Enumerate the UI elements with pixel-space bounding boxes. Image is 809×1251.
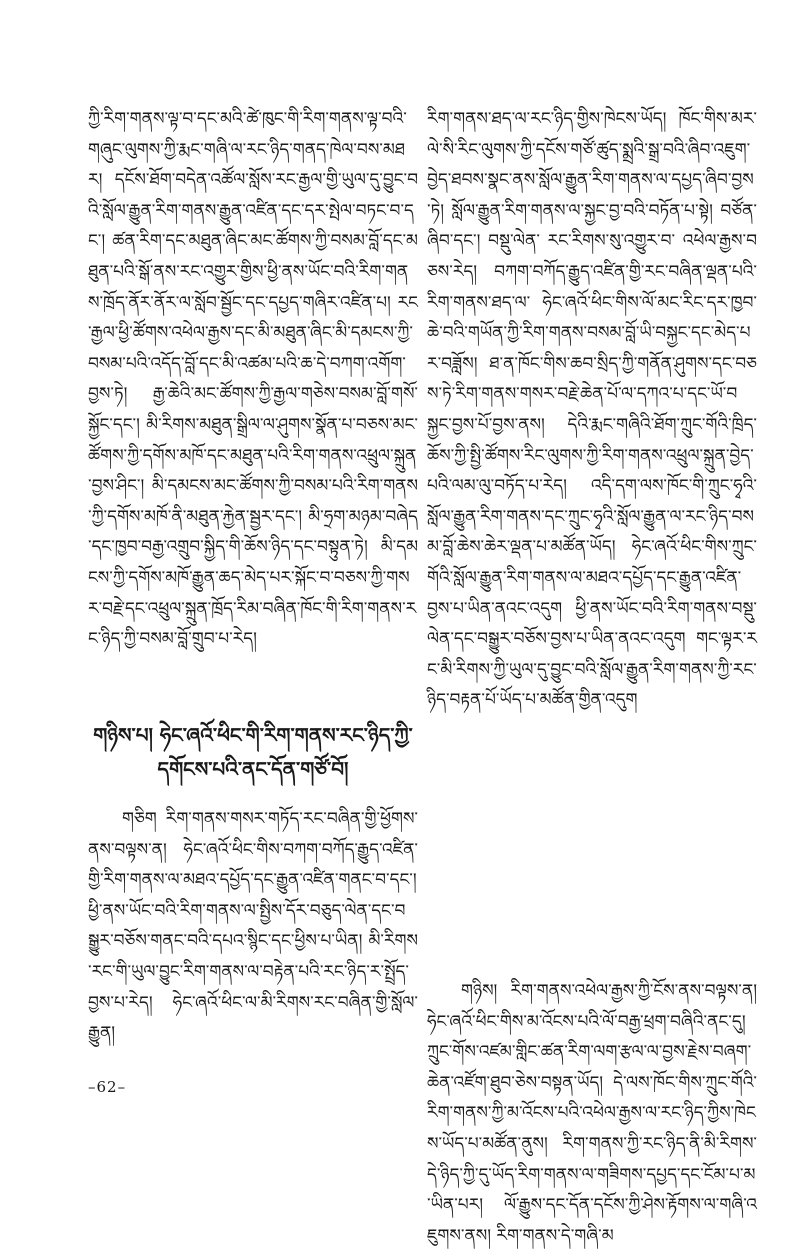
body-paragraph: རིག་གནས་ཐད་ལ་རང་ཉིད་གྱིས་ཁེངས་ཡོད། ཁོང་གིས་མར་ལེ་སི་རིང་ལུགས་ཀྱི་དངོས་གཙོ་ཚུད་སྨྲའི་སྒྲ་བའི་ཞིབ་འཇུག་བྱེད་ཐབས་སྣང་ནས་སློལ་རྒྱུན་རིག་གནས་ལ་དཔྱད་ཞིབ་བྱས་ཏེ། སློལ་རྒྱུན་རིག་གནས་ལ་སྐྱང་བྱ་བའི་བཏོན་པ་སྟེ། བཙོན་ཞིབ་དང་། བསྡུ་ལེན་ རང་རིགས་སུ་འགྱུར་བ་ འཕེལ་རྒྱས་བཅས་རེད། བཀག་བཀོད་རྒྱུད་འཛིན་གྱི་རང་བཞིན་ལྡན་པའི་རིག་གནས་ཐད་ལ་ ཧེང་ཞའོ་ཕིང་གིས་ལོ་མང་རིང་དར་ཁྱབ་ཆེ་བའི་གཡོན་ཀྱི་རིག་གནས་བསམ་བློ་ཡི་བསྐྱང་དང་མེད་པར་བཟློས། ཐ་ན་ཁོང་གིས་ཆབ་སྲིད་ཀྱི་གནོན་ཤུགས་དང་བཅས་ཏེ་རིག་གནས་གསར་བརྗེ་ཆེན་པོ་ལ་དཀའ་པ་དང་ཡོ་བསྐྱང་བྱས་པོ་བྱས་ནས། དེའི་རྨང་གཞིའི་ཐོག་ཀྲུང་གོའི་ཁྲིད་ཆོས་ཀྱི་སྤྱི་ཚོགས་རིང་ལུགས་ཀྱི་རིག་གནས་འཕྲུལ་སྐྲུན་བྱེད་པའི་ལམ་ལུ་བཏོད་པ་རེད། འདི་དག་ལས་ཁོང་གི་ཀྲུང་ཧྭའི་སློལ་རྒྱུན་རིག་གནས་དང་ཀྲུང་ཧྭའི་སློལ་རྒྱུན་ལ་རང་ཉིད་བསམ་བློ་ཆེས་ཆེར་ལྡན་པ་མཚོན་ཡོད། ཧེང་ཞའོ་ཕིང་གིས་ཀྲུང་གོའི་སློལ་རྒྱུན་རིག་གནས་ལ་མཐའ་དཔྱོད་དང་རྒྱུན་འཛིན་བྱས་པ་ཡིན་ནའང་འདུག ཕྱི་ནས་ཡོང་བའི་རིག་གནས་བསྡུ་ལེན་དང་བསྒྱུར་བཅོས་བྱས་པ་ཡིན་ནའང་འདུག གང་ལྟར་རང་མི་རིགས་ཀྱི་ཡུལ་དུ་བྱུང་བའི་སློལ་རྒྱུན་རིག་གནས་ཀྱི་རང་ཉིད་བརྟན་པོ་ཡོད་པ་མཚོན་གྱིན་འདུག — [427, 109, 757, 711]
right-column — [427, 104, 757, 1246]
section-heading: གཉིས་པ། ཧེང་ཞའོ་ཕིང་གི་རིག་གནས་རང་ཉིད་ཀྱི་དགོངས་པའི་ནང་དོན་གཙོ་བོ། — [93, 723, 413, 781]
left-column — [88, 104, 418, 1104]
body-paragraph: གཅིག རིག་གནས་གསར་གཏོད་རང་བཞིན་གྱི་ཕྱོགས་ནས་བལྟས་ན། ཧེང་ཞའོ་ཕིང་གིས་བཀག་བཀོད་རྒྱུད་འཛིན་གྱི་རིག་གནས་ལ་མཐའ་དཔྱོད་དང་རྒྱུན་འཛིན་གནང་བ་དང་། ཕྱི་ནས་ཡོང་བའི་རིག་གནས་ལ་སྤྱིས་དོར་བཅུད་ལེན་དང་བསྒྱུར་བཅོས་གནང་བའི་དཔའ་སྙིང་དང་ཕྱིས་པ་ཡིན། མི་རིགས་རང་གི་ཡུལ་བྱུང་རིག་གནས་ལ་བརྟེན་པའི་རང་ཉིད་ར་སྤྲོད་བྱས་པ་རེད། ཧེང་ཞའོ་ཕིང་ལ་མི་རིགས་རང་བཞིན་གྱི་སློལ་རྒྱུན། — [88, 809, 418, 1044]
body-paragraph: གཉིས། རིག་གནས་འཕེལ་རྒྱས་ཀྱི་ངོས་ནས་བལྟས་ན། ཧེང་ཞའོ་ཕིང་གིས་མ་འོངས་པའི་ལོ་བརྒྱ་ཕྲག་བཞིའི་ནང་དུ། ཀྲུང་གོས་འཛམ་གླིང་ཚན་རིག་ལག་རྩལ་ལ་བྱས་རྗེས་བཞག་ཆེན་འཛོག་ཐུབ་ཅེས་བསྟན་ཡོད། དེ་ལས་ཁོང་གིས་ཀྲུང་གོའི་རིག་གནས་ཀྱི་མ་འོངས་པའི་འཕེལ་རྒྱས་ལ་རང་ཉིད་ཀྱིས་ཁེངས་ཡོད་པ་མཚོན་ནུས། རིག་གནས་ཀྱི་རང་ཉིད་ནི་མི་རིགས་དེ་ཉིད་ཀྱི་དུ་ཡོད་རིག་གནས་ལ་གཟིགས་དཔྱད་དང་ངོམ་པ་མ་ཡིན་པར། ལོ་རྒྱུས་དང་དོན་དངོས་ཀྱི་ཤེས་རྟོགས་ལ་གཞི་འཇུགས་ནས། རིག་གནས་དེ་གཞི་མ — [427, 981, 757, 1246]
body-paragraph: ཀྱི་རིག་གནས་ལྟ་བ་དང་མའི་ཚེ་ཁུང་གི་རིག་གནས་ལྟ་བའི་གཞུང་ལུགས་ཀྱི་རྨང་གཞི་ལ་རང་ཉིད་གནད་ཁེལ་བས་མཐར། དངོས་ཐོག་བདེན་འཚོལ་སློས་རང་རྒྱལ་གྱི་ཡུལ་དུ་བྱུང་བའི་སློལ་རྒྱུན་རིག་གནས་རྒྱུན་འཛིན་དང་དར་སྤེལ་བཏང་བ་དང་། ཚན་རིག་དང་མཐུན་ཞིང་མང་ཚོགས་ཀྱི་བསམ་བློ་དང་མཐུན་པའི་སྒོ་ནས་རང་འགྱུར་གྱིས་ཕྱི་ནས་ཡོང་བའི་རིག་གནས་ཁྲོད་ནོར་ནོར་ལ་སློབ་སྦྱོང་དང་དཔྱད་གཞིར་འཛིན་པ། རང་རྒྱལ་ཕྱི་ཚོགས་འཕེལ་རྒྱས་དང་མི་མཐུན་ཞིང་མི་དམངས་ཀྱི་བསམ་པའི་འདོད་བློ་དང་མི་འཚམ་པའི་ཆ་དེ་བཀག་འགོག་བྱས་ཏེ། རྒྱ་ཆེའི་མང་ཚོགས་ཀྱི་རྒྱལ་གཅེས་བསམ་བློ་གསོ་སྐྱོང་དང་། མི་རིགས་མཐུན་སྒྲིལ་ལ་ཤུགས་སྣོན་པ་བཅས་མང་ཚོགས་ཀྱི་དགོས་མཁོ་དང་མཐུན་པའི་རིག་གནས་འཕྲུལ་སྐྲུན་བྱས་ཤིང་། མི་དམངས་མང་ཚོགས་ཀྱི་བསམ་པའི་རིག་གནས་ཀྱི་དགོས་མཁོ་ནི་མཐུན་རྐྱེན་སྦྱར་དང་། མི་ཧྲག་མཉམ་བཞེད་དང་ཁྱབ་བརྒྱ་འགྲུབ་སྐྱིད་གི་ཆོས་ཉིད་དང་བསྟུན་ཏེ། མི་དམངས་ཀྱི་དགོས་མཁོ་རྒྱུན་ཆད་མེད་པར་སྐོང་བ་བཅས་ཀྱི་གསར་བརྗེ་དང་འཕྲུལ་སྐྲུན་ཁྲོད་རིམ་བཞིན་ཁོང་གི་རིག་གནས་རང་ཉིད་ཀྱི་བསམ་བློ་གྲུབ་པ་རེད། — [88, 109, 418, 650]
page-number: –62– — [88, 1078, 127, 1096]
